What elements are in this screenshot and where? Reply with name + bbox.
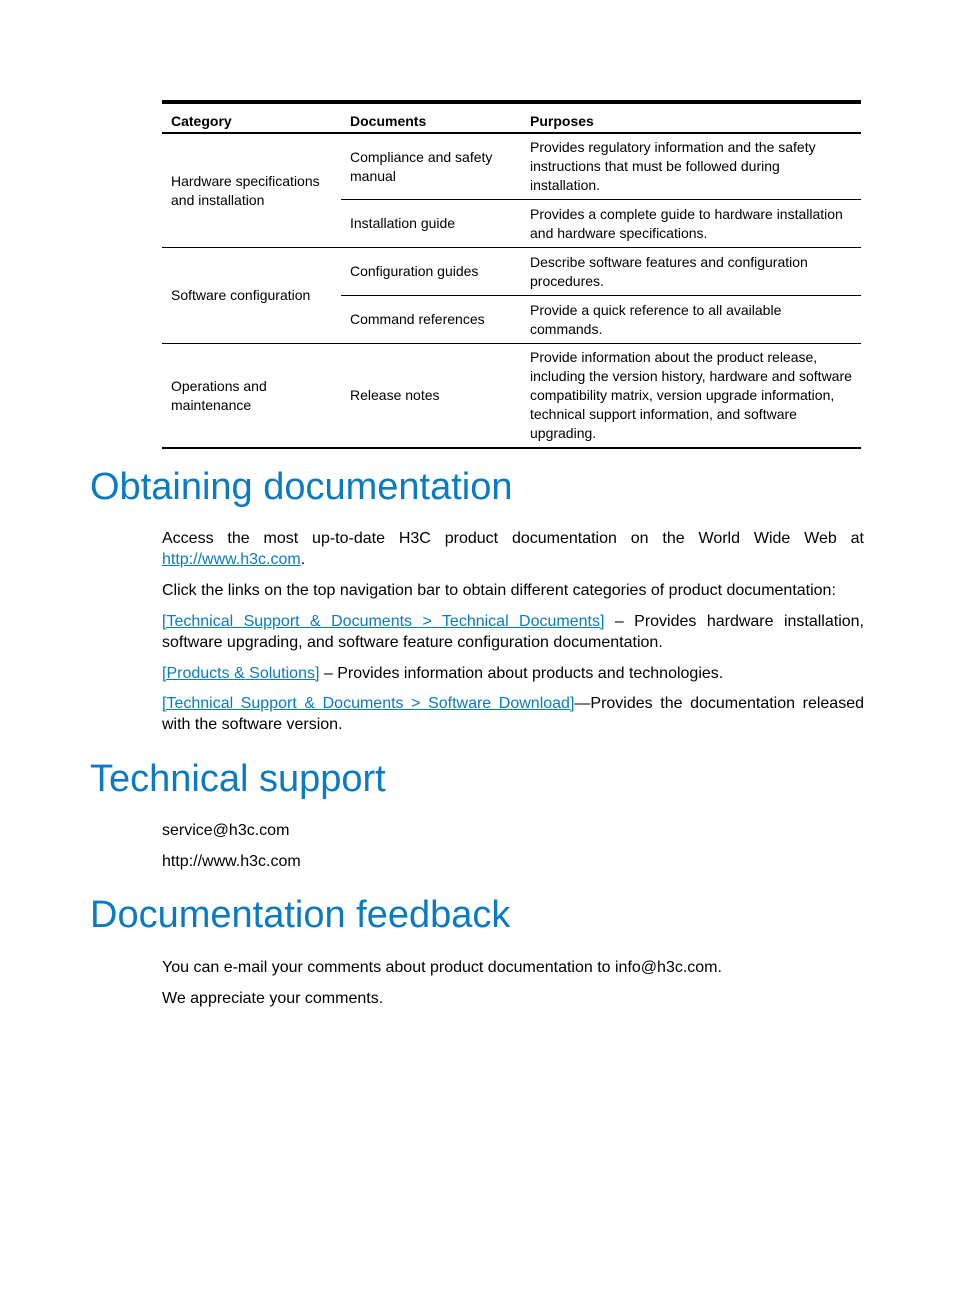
paragraph-software-download <box>162 693 864 735</box>
heading-technical-support: Technical support <box>90 758 386 800</box>
paragraph-access <box>162 528 864 570</box>
heading-obtaining-documentation: Obtaining documentation <box>90 466 513 508</box>
heading-documentation-feedback: Documentation feedback <box>90 894 511 936</box>
purpose-cell: Provides regulatory information and the safety instructions that must be followed during installation. <box>530 139 816 193</box>
document-cell: Command references <box>341 296 521 344</box>
support-website: http://www.h3c.com <box>162 853 301 870</box>
purpose-cell: Provide information about the product release, including the version history, hardware and software compatibility matrix, version upgrade information, technical support information, and software upgrading. <box>521 344 861 449</box>
table-row <box>162 248 861 296</box>
document-cell: Release notes <box>341 344 521 449</box>
access-end: . <box>300 551 306 568</box>
h3c-website-link[interactable]: http://www.h3c.com <box>162 551 301 568</box>
paragraph-technical-documents <box>162 611 864 653</box>
paragraph-navigation: Click the links on the top navigation bar to obtain different categories of product documentation: <box>162 582 836 599</box>
software-download-text: —Provides the documentation released with the software version. <box>162 695 864 733</box>
purpose-cell: Provides a complete guide to hardware installation and hardware specifications. <box>521 200 861 248</box>
header-purposes: Purposes <box>521 102 861 133</box>
documentation-table <box>162 100 861 449</box>
technical-documents-link[interactable]: [Technical Support & Documents > Technical Documents] <box>162 613 605 630</box>
table-header-row <box>162 102 861 133</box>
technical-documents-text: – Provides hardware installation, software upgrading, and software feature configuration documentation. <box>162 613 864 651</box>
table-row <box>162 344 861 449</box>
purpose-cell: Provide a quick reference to all available commands. <box>521 296 861 344</box>
access-text: Access the most up-to-date H3C product documentation on the World Wide Web at <box>162 530 864 547</box>
document-cell: Installation guide <box>341 200 521 248</box>
products-solutions-text: – Provides information about products and technologies. <box>319 665 724 682</box>
table-row <box>162 133 861 200</box>
header-documents: Documents <box>341 102 521 133</box>
category-cell: Software configuration <box>162 248 341 344</box>
support-email: service@h3c.com <box>162 822 290 839</box>
header-category: Category <box>162 102 341 133</box>
category-cell: Operations and maintenance <box>162 344 341 449</box>
category-cell: Hardware specifications and installation <box>171 172 320 208</box>
document-cell: Configuration guides <box>341 248 521 296</box>
products-solutions-link[interactable]: [Products & Solutions] <box>162 665 320 682</box>
document-cell: Compliance and safety manual <box>350 148 493 184</box>
purpose-cell: Describe software features and configuration procedures. <box>521 248 861 296</box>
feedback-thanks: We appreciate your comments. <box>162 990 384 1007</box>
paragraph-products-solutions <box>162 663 864 684</box>
software-download-link[interactable]: [Technical Support & Documents > Software Download] <box>162 695 575 712</box>
feedback-paragraph: You can e-mail your comments about product documentation to info@h3c.com. <box>162 959 722 976</box>
